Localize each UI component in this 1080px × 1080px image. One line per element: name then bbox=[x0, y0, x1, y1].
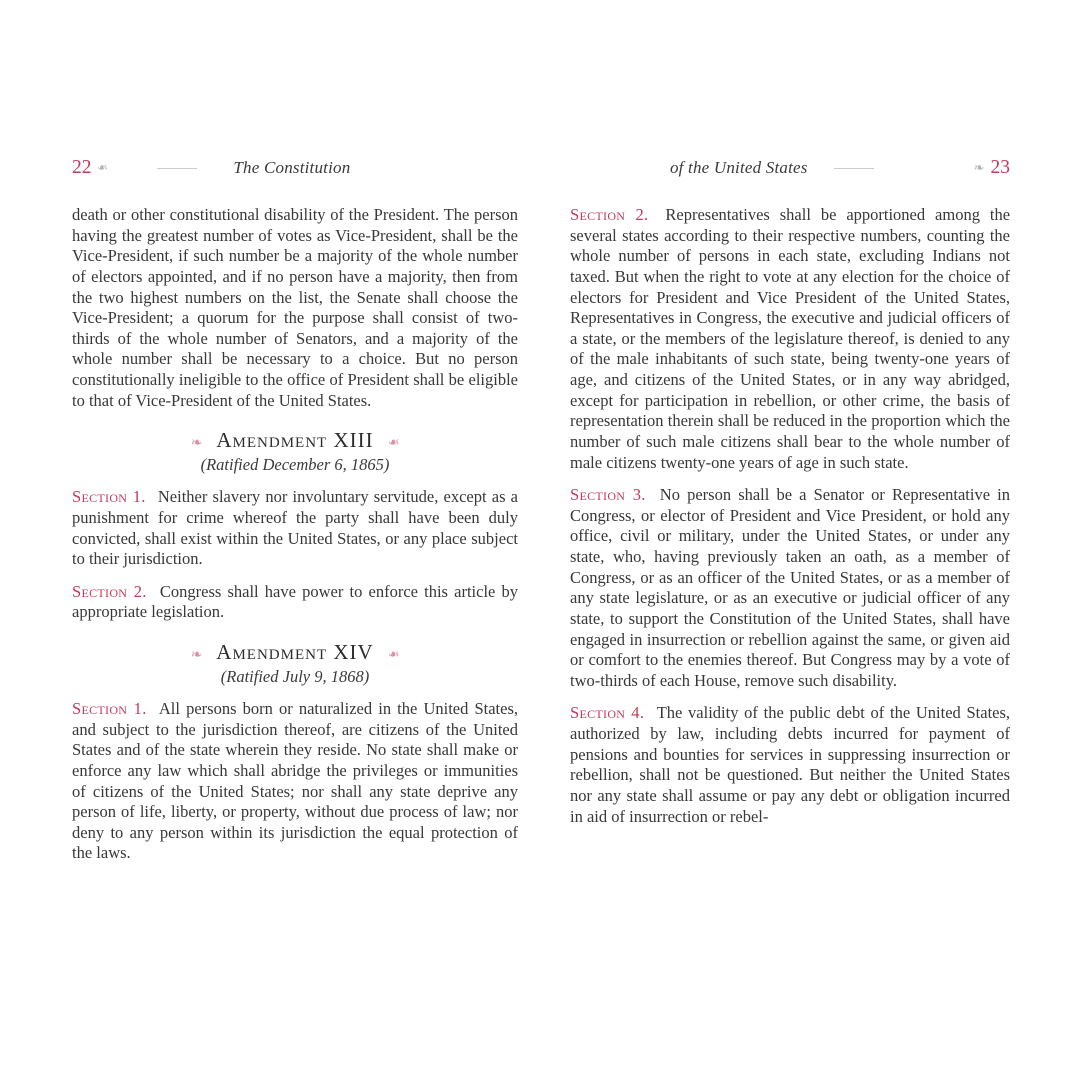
fleuron-icon: ❧ bbox=[387, 435, 400, 452]
header-rule bbox=[157, 168, 197, 169]
fleuron-icon: ❧ bbox=[387, 647, 400, 663]
amendment-14-ratified-date: (Ratified July 9, 1868) bbox=[220, 667, 370, 686]
amendment-14-section-3 bbox=[570, 485, 1010, 691]
amendment-13-section-2 bbox=[72, 582, 518, 623]
fleuron-icon: ❧ bbox=[973, 160, 985, 176]
amendment-14-heading bbox=[72, 639, 518, 666]
section-label: Section 2. bbox=[72, 581, 147, 601]
amendment-13-heading bbox=[72, 427, 518, 454]
fleuron-icon: ❧ bbox=[190, 647, 203, 663]
fleuron-icon: ❧ bbox=[96, 160, 108, 176]
section-text: No person shall be a Senator or Representative in Congress, or elector of President and Vice President, or hold any office, civil or military, under the United States, or under any state, who, having previously taken an oath, as a member of Congress, or as an officer of the United States, or as a member of any state legislature, or as an executive or judicial officer of any state, to support the Constitution of the United States, shall have engaged in insurrection or rebellion against the same, or given aid or comfort to the enemies thereof. But Congress may by a vote of two-thirds of each House, remove such disability. bbox=[570, 485, 1010, 690]
section-label: Section 4. bbox=[570, 703, 645, 723]
continuation-paragraph: death or other constitutional disability of the President. The person having the greatest number of votes as Vice-President, shall be the Vice-President, if such number be a majority of the whole number of electors appointed, and if no person have a majority, then from the two highest numbers on the list, the Senate shall choose the Vice-President; a quorum for the purpose shall consist of two-thirds of the whole number of Senators, and a majority of the whole number shall be necessary to a choice. But no person constitutionally ineligible to the office of President shall be eligible to that of Vice-President of the United States. bbox=[72, 205, 518, 410]
fleuron-icon: ❧ bbox=[190, 435, 203, 452]
section-label: Section 1. bbox=[72, 487, 146, 507]
amendment-14-section-2 bbox=[570, 205, 1010, 473]
header-rule bbox=[834, 168, 874, 169]
amendment-14-section-1 bbox=[72, 699, 518, 864]
right-page-number: 23 bbox=[990, 157, 1010, 179]
page-left bbox=[72, 0, 518, 864]
section-text: All persons born or naturalized in the United States, and subject to the jurisdiction thereof, are citizens of the United States and of the state wherein they reside. No state shall make or enforce any law which shall abridge the privileges or immunities of citizens of the United States; nor shall any state deprive any person of life, liberty, or property, without due process of law; nor deny to any person within its jurisdiction the equal protection of the laws. bbox=[72, 699, 519, 863]
page-right bbox=[570, 0, 1010, 827]
section-text: The validity of the public debt of the United States, authorized by law, including debts incurred for payment of pensions and bounties for services in suppressing insurrection or rebellion, shall not be questioned. But neither the United States nor any state shall assume or pay any debt or obligation incurred in aid of insurrection or rebel- bbox=[570, 703, 1011, 826]
right-running-title: of the United States bbox=[669, 158, 808, 177]
left-running-head bbox=[72, 156, 518, 180]
amendment-13-section-1 bbox=[72, 487, 518, 570]
amendment-13-ratified-date: (Ratified December 6, 1865) bbox=[200, 455, 390, 475]
amendment-14-section-4 bbox=[570, 703, 1010, 827]
amendment-14-title: Amendment XIV bbox=[216, 640, 374, 664]
section-text: Congress shall have power to enforce this article by appropriate legislation. bbox=[72, 581, 519, 622]
left-page-number: 22 bbox=[72, 157, 92, 179]
section-text: Representatives shall be apportioned among the several states according to their respective numbers, counting the whole number of persons in each state, excluding Indians not taxed. But when the right to vote at any election for the choice of electors for President and Vice President of the United States, Representatives in Congress, the executive and judicial officers of a state, or the members of the legislature thereof, is denied to any of the male inhabitants of such state, being twenty-one years of age, and citizens of the United States, or in any way abridged, except for participation in rebellion, or other crime, the basis of representation therein shall be reduced in the proportion which the number of such male citizens shall bear to the whole number of male citizens twenty-one years of age in such state. bbox=[570, 205, 1011, 472]
section-text: Neither slavery nor involuntary servitude, except as a punishment for crime whereof the party shall have been duly convicted, shall exist within the United States, or any place subject to their jurisdiction. bbox=[72, 487, 518, 569]
amendment-13-title: Amendment XIII bbox=[216, 428, 374, 453]
section-label: Section 2. bbox=[570, 205, 649, 224]
left-running-title: The Constitution bbox=[233, 158, 351, 177]
right-running-head bbox=[570, 156, 1010, 180]
section-label: Section 3. bbox=[570, 485, 646, 505]
section-label: Section 1. bbox=[72, 699, 147, 718]
